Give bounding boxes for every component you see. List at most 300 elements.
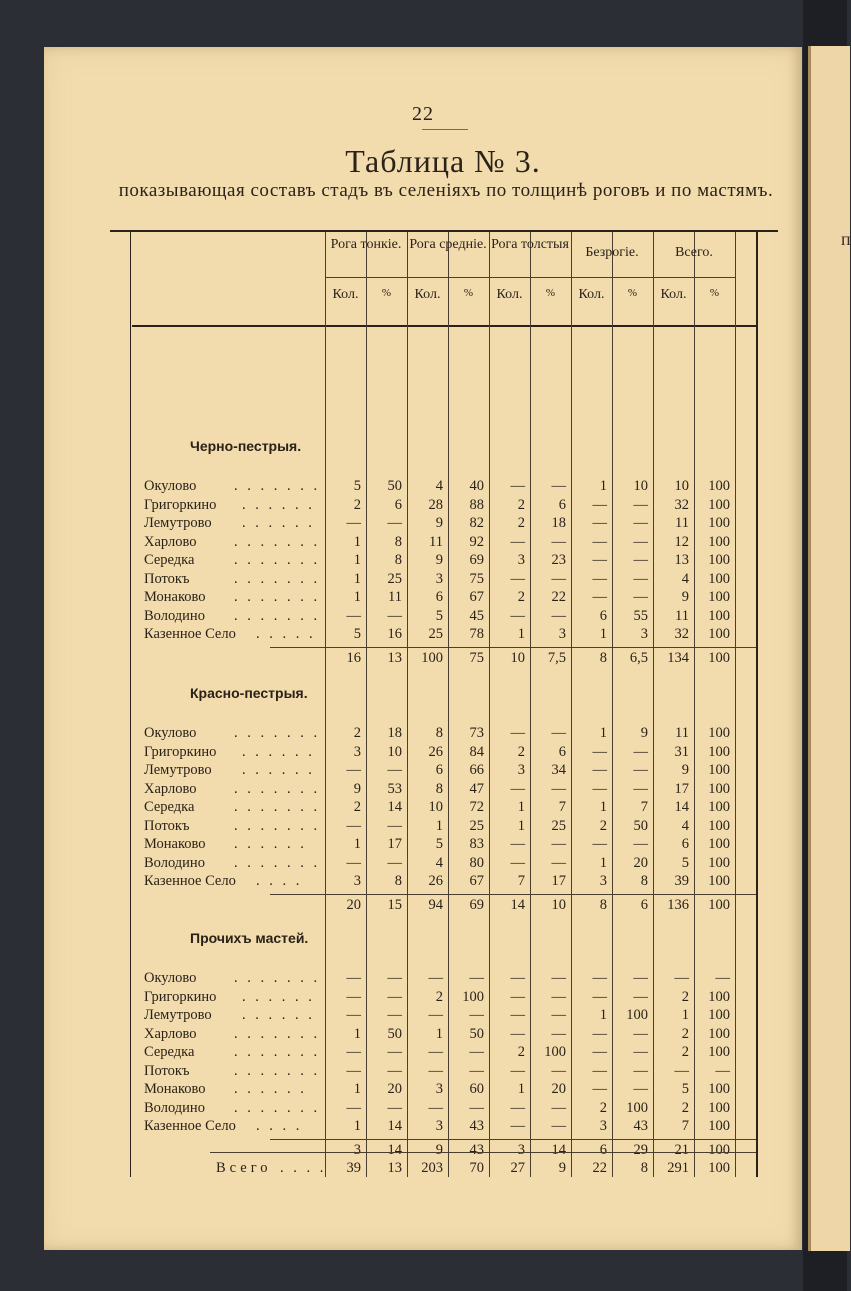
value-cell: — [633,836,648,852]
value-cell: 100 [708,1099,730,1116]
value-cell: 1 [353,1118,361,1134]
value-cell: 16 [387,626,402,642]
value-cell: 6 [435,589,443,605]
value-cell: — [346,854,361,871]
leader-dots: . . . . . . . [234,799,321,815]
subtotal-cell: 134 [667,649,689,666]
value-cell: — [387,970,402,986]
value-cell: 2 [599,817,607,834]
leader-dots: . . . . . . . [234,478,321,494]
value-cell: — [633,1044,648,1060]
table-top-rule [110,230,778,232]
value-cell: 25 [428,626,443,642]
value-cell: — [387,854,402,871]
village-name: Казенное Село [144,873,236,889]
table-row [144,1007,756,1025]
value-cell: 17 [387,836,402,852]
value-cell: 2 [517,743,525,760]
value-cell: — [387,1044,402,1060]
table-row [144,626,756,644]
value-cell: 14 [674,799,689,815]
value-cell: 10 [633,478,648,494]
value-cell: 3 [599,873,607,889]
value-cell: 1 [353,836,361,852]
subtotal-cell: 43 [469,1141,484,1158]
table-row [144,608,756,626]
value-cell: 1 [517,799,525,815]
value-cell: 11 [388,589,402,605]
value-cell: 3 [435,570,443,587]
count-column-header: Кол. [496,287,523,302]
group-subheader-rule [325,277,407,278]
grand-total-cell: 9 [558,1160,566,1176]
value-cell: 26 [428,743,443,760]
value-cell: 100 [708,762,730,778]
value-cell: — [551,533,566,550]
grand-total-cell: 13 [387,1160,402,1176]
value-cell: 47 [469,780,484,797]
subtotal-row [144,897,756,915]
value-cell: — [633,743,648,760]
table-row [144,1118,756,1136]
subtotal-cell: 14 [510,896,525,913]
value-cell: 84 [469,743,484,760]
value-cell: 2 [681,1044,689,1060]
value-cell: 26 [428,873,443,889]
value-cell: 100 [708,873,730,889]
subtotal-cell: 10 [551,896,566,913]
value-cell: — [633,552,648,568]
village-name: Казенное Село [144,1118,236,1134]
value-cell: 4 [435,854,443,871]
value-cell: 1 [517,817,525,834]
value-cell: 67 [469,589,484,605]
value-cell: 1 [435,817,443,834]
value-cell: — [428,1044,443,1060]
value-cell: — [551,988,566,1005]
value-cell: 11 [429,533,443,550]
subtotal-row [144,1142,756,1160]
value-cell: 73 [469,725,484,741]
column-group-header: Рога средніе. [409,237,487,252]
subtotal-cell: 75 [469,649,484,666]
village-name: Середка [144,799,195,815]
table-row [144,552,756,570]
value-cell: 53 [387,780,402,797]
grand-total-row [144,1160,756,1178]
village-name: Володино [144,607,205,624]
value-cell: 2 [681,1099,689,1116]
value-cell: 13 [674,552,689,568]
subtotal-cell: 7,5 [547,649,566,666]
value-cell: 22 [551,589,566,605]
value-cell: 3 [640,626,648,642]
header-bottom-rule [132,325,756,327]
value-cell: — [551,1007,566,1023]
value-cell: — [346,1007,361,1023]
subtotal-rule [270,1139,756,1140]
leader-dots: . . . . . . [242,988,315,1005]
group-subheader-rule [407,277,489,278]
value-cell: 3 [517,552,525,568]
value-cell: — [346,988,361,1005]
next-page-glyph: п [841,229,851,249]
value-cell: — [592,1025,607,1042]
column-group-header: Всего. [675,245,713,260]
value-cell: — [387,762,402,778]
subtotal-rule [270,894,756,895]
grand-total-rule [210,1152,756,1153]
value-cell: 17 [674,780,689,797]
value-cell: 3 [353,743,361,760]
next-page-edge [808,46,850,1251]
value-cell: — [510,533,525,550]
value-cell: 78 [469,626,484,642]
value-cell: 4 [681,817,689,834]
leader-dots: . . . . . . . [234,970,321,986]
value-cell: — [428,1062,443,1079]
value-cell: — [551,1099,566,1116]
percent-column-header: % [463,287,474,299]
table-row [144,873,756,891]
data-table [110,230,778,1180]
village-name: Монаково [144,589,206,605]
value-cell: 2 [353,496,361,513]
village-name: Лемутрово [144,762,212,778]
value-cell: 1 [353,1025,361,1042]
value-cell: 1 [353,1081,361,1097]
value-cell: — [633,762,648,778]
group-subheader-rule [571,277,653,278]
value-cell: 25 [387,570,402,587]
value-cell: 14 [387,799,402,815]
value-cell: — [633,589,648,605]
value-cell: — [510,570,525,587]
count-column-header: Кол. [660,287,687,302]
table-title: Таблица № 3. [345,143,541,179]
count-column-header: Кол. [414,287,441,302]
leader-dots: . . . . . . . [234,817,321,834]
value-cell: — [633,515,648,531]
value-cell: 9 [681,762,689,778]
value-cell: 20 [387,1081,402,1097]
value-cell: 67 [469,873,484,889]
value-cell: 45 [469,607,484,624]
value-cell: 1 [599,799,607,815]
leader-dots: . . . . . . . [234,533,321,550]
value-cell: — [592,762,607,778]
value-cell: — [510,1099,525,1116]
value-cell: 39 [674,873,689,889]
value-cell: 9 [640,725,648,741]
value-cell: 2 [517,1044,525,1060]
value-cell: 50 [387,478,402,494]
section-title: Черно-пестрыя. [190,438,302,454]
value-cell: — [469,1099,484,1116]
leader-dots: . . . . . . [242,762,315,778]
value-cell: — [592,1062,607,1079]
value-cell: — [510,780,525,797]
subtotal-cell: 20 [346,896,361,913]
leader-dots: . . . . . . . [234,1044,321,1060]
value-cell: 9 [681,589,689,605]
subtotal-cell: 13 [387,649,402,666]
value-cell: — [510,970,525,986]
value-cell: — [592,570,607,587]
value-cell: 6 [394,496,402,513]
table-row [144,855,756,873]
subtotal-cell: 15 [387,896,402,913]
value-cell: — [346,1062,361,1079]
value-cell: 5 [353,626,361,642]
value-cell: 10 [428,799,443,815]
value-cell: 1 [435,1025,443,1042]
value-cell: — [592,1044,607,1060]
value-cell: 4 [681,570,689,587]
value-cell: — [510,836,525,852]
value-cell: 11 [675,515,689,531]
table-row [144,970,756,988]
leader-dots: . . . . . . . [234,1062,321,1079]
table-row [144,1063,756,1081]
value-cell: 100 [708,799,730,815]
value-cell: 100 [708,607,730,624]
value-cell: — [633,570,648,587]
village-name: Харлово [144,780,197,797]
value-cell: 50 [633,817,648,834]
value-cell: 8 [435,780,443,797]
value-cell: 1 [599,626,607,642]
value-cell: 1 [517,626,525,642]
value-cell: — [633,780,648,797]
subtotal-rule [270,647,756,648]
value-cell: 1 [599,1007,607,1023]
value-cell: — [633,533,648,550]
value-cell: 11 [675,607,689,624]
leader-dots: . . . . . . [242,1007,315,1023]
value-cell: 25 [469,817,484,834]
value-cell: — [551,1118,566,1134]
value-cell: 75 [469,570,484,587]
value-cell: 5 [353,478,361,494]
subtotal-cell: 14 [387,1141,402,1158]
value-cell: 5 [435,836,443,852]
value-cell: 6 [558,496,566,513]
value-cell: 9 [353,780,361,797]
subtotal-cell: 21 [674,1141,689,1158]
value-cell: — [592,836,607,852]
column-group-header: Рога тонкіе. [330,237,402,252]
value-cell: 1 [353,589,361,605]
table-row [144,497,756,515]
value-cell: 6 [681,836,689,852]
value-cell: 7 [558,799,566,815]
value-cell: 10 [674,478,689,494]
value-cell: 69 [469,552,484,568]
value-cell: — [387,607,402,624]
leader-dots: . . . . . [256,626,316,642]
value-cell: 6 [558,743,566,760]
value-cell: — [633,1025,648,1042]
value-cell: 100 [708,589,730,605]
value-cell: 18 [387,725,402,741]
count-column-header: Кол. [578,287,605,302]
value-cell: 66 [469,762,484,778]
value-cell: — [469,1007,484,1023]
value-cell: 100 [626,1007,648,1023]
table-row [144,534,756,552]
leader-dots: . . . . . . . [234,589,321,605]
subtotal-cell: 100 [708,896,730,913]
value-cell: — [510,607,525,624]
value-cell: — [592,1081,607,1097]
value-cell: — [551,478,566,494]
table-row [144,1100,756,1118]
value-cell: 2 [435,988,443,1005]
value-cell: — [551,836,566,852]
value-cell: 100 [544,1044,566,1060]
village-name: Григоркино [144,496,217,513]
value-cell: — [592,515,607,531]
village-name: Окулово [144,725,197,741]
value-cell: — [674,970,689,986]
value-cell: 2 [353,725,361,741]
subtotal-cell: 3 [353,1141,361,1158]
table-row [144,799,756,817]
table-row [144,589,756,607]
subtotal-cell: 6 [599,1141,607,1158]
grand-total-label: Всего [216,1160,272,1176]
value-cell: 7 [681,1118,689,1134]
subtotal-cell: 8 [599,896,607,913]
village-name: Монаково [144,1081,206,1097]
value-cell: 100 [708,1025,730,1042]
leader-dots: . . . . . . [242,496,315,513]
value-cell: — [510,478,525,494]
page-number-rule [422,129,468,130]
value-cell: — [428,1099,443,1116]
value-cell: 2 [681,1025,689,1042]
value-cell: 100 [708,1081,730,1097]
value-cell: 80 [469,854,484,871]
value-cell: 100 [626,1099,648,1116]
subtotal-cell: 14 [551,1141,566,1158]
subtotal-row [144,650,756,668]
leader-dots: . . . . . . . [234,1025,321,1042]
subtotal-cell: 136 [667,896,689,913]
grand-total-cell: 100 [708,1160,730,1176]
value-cell: 1 [599,478,607,494]
value-cell: — [346,1099,361,1116]
value-cell: — [592,743,607,760]
subtotal-cell: 69 [469,896,484,913]
table-right-rule [756,232,758,1177]
village-name: Монаково [144,836,206,852]
village-name: Харлово [144,533,197,550]
grand-total-cell: 70 [469,1160,484,1176]
value-cell: — [633,1062,648,1079]
subtotal-cell: 100 [708,649,730,666]
value-cell: — [715,970,730,986]
value-cell: — [551,725,566,741]
value-cell: 100 [708,725,730,741]
leader-dots: . . . . . . [242,743,315,760]
value-cell: 100 [708,552,730,568]
table-row [144,762,756,780]
value-cell: 5 [435,607,443,624]
value-cell: — [346,1044,361,1060]
value-cell: 1 [353,533,361,550]
value-cell: 100 [708,1007,730,1023]
value-cell: 5 [681,1081,689,1097]
grand-total-cell: 27 [510,1160,525,1176]
table-row [144,781,756,799]
value-cell: 2 [517,515,525,531]
grand-total-cell: 291 [667,1160,689,1176]
value-cell: — [346,515,361,531]
count-column-header: Кол. [332,287,359,302]
subtotal-cell: 29 [633,1141,648,1158]
value-cell: 10 [387,743,402,760]
leader-dots: . . . . . . [242,515,315,531]
value-cell: — [633,988,648,1005]
percent-column-header: % [545,287,556,299]
value-cell: 1 [599,854,607,871]
grand-total-cell: 203 [421,1160,443,1176]
value-cell: 100 [708,836,730,852]
percent-column-header: % [381,287,392,299]
value-cell: 5 [681,854,689,871]
group-subheader-rule [489,277,571,278]
value-cell: — [592,780,607,797]
value-cell: 100 [708,743,730,760]
value-cell: — [633,1081,648,1097]
value-cell: 88 [469,496,484,513]
value-cell: — [551,570,566,587]
value-cell: 4 [435,478,443,494]
table-row [144,818,756,836]
value-cell: — [592,988,607,1005]
village-name: Казенное Село [144,626,236,642]
table-left-rule [130,232,131,1177]
value-cell: — [346,762,361,778]
value-cell: 20 [633,854,648,871]
value-cell: — [592,589,607,605]
value-cell: 25 [551,817,566,834]
value-cell: 40 [469,478,484,494]
value-cell: — [387,515,402,531]
leader-dots: . . . . . . . [234,607,321,624]
value-cell: — [592,970,607,986]
table-row [144,836,756,854]
value-cell: — [387,817,402,834]
value-cell: 1 [599,725,607,741]
value-cell: — [551,854,566,871]
village-name: Середка [144,552,195,568]
grand-total-cell: 22 [592,1160,607,1176]
section-title: Красно-пестрыя. [190,685,308,701]
value-cell: — [469,1062,484,1079]
value-cell: 32 [674,496,689,513]
village-name: Потокъ [144,1062,190,1079]
leader-dots: . . . . [256,873,303,889]
value-cell: 12 [674,533,689,550]
value-cell: 3 [558,626,566,642]
subtotal-cell: 100 [708,1141,730,1158]
value-cell: 6 [435,762,443,778]
subtotal-cell: 94 [428,896,443,913]
value-cell: 11 [675,725,689,741]
